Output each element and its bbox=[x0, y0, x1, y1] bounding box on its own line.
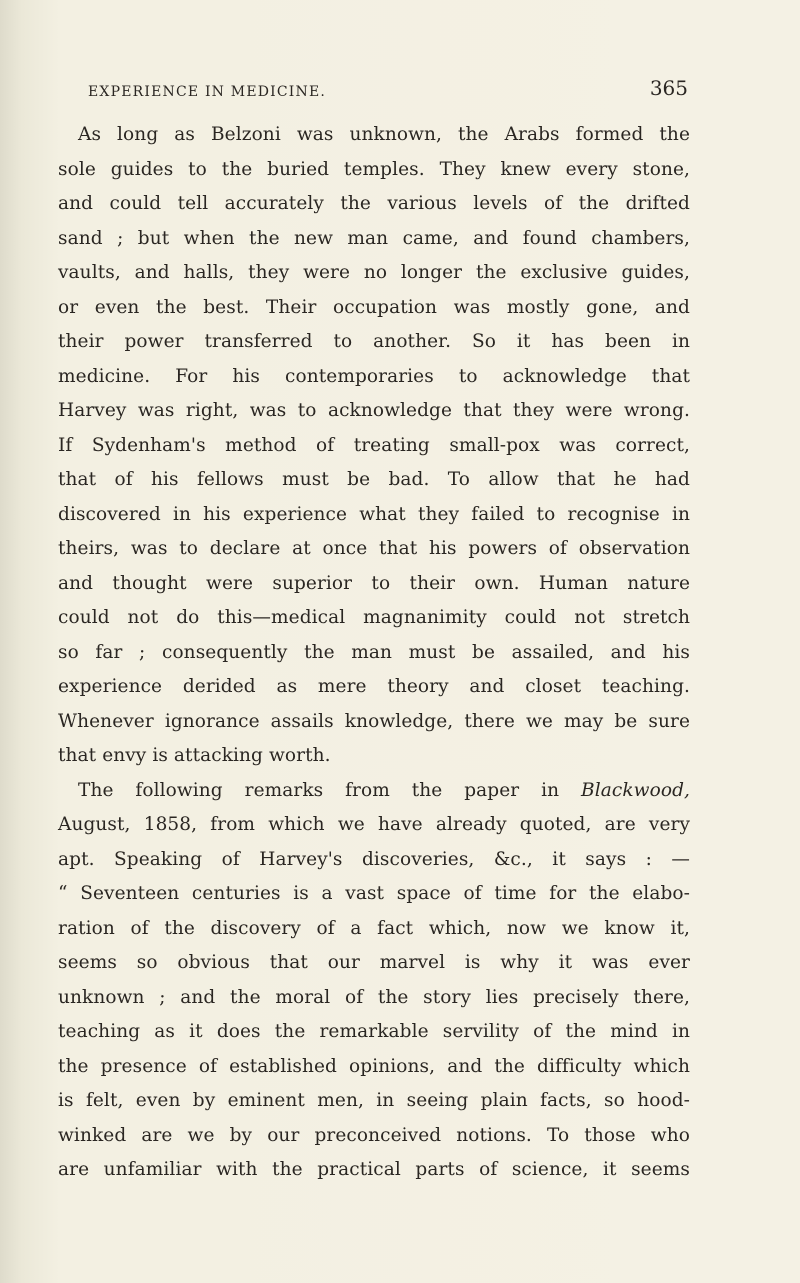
text-line: so far ; consequently the man must be assailed, and his bbox=[58, 641, 690, 663]
text-line: the presence of established opinions, and the difficulty which bbox=[58, 1055, 690, 1077]
body-text bbox=[58, 118, 690, 1188]
text-line: As long as Belzoni was unknown, the Arabs formed the bbox=[78, 124, 690, 145]
text-line: “ Seventeen centuries is a vast space of time for the elabo- bbox=[58, 883, 690, 904]
text-line: If Sydenham's method of treating small-pox was correct, bbox=[58, 434, 690, 456]
text-line: their power transferred to another. So it has been in bbox=[58, 331, 690, 352]
text-line: and could tell accurately the various levels of the drifted bbox=[58, 193, 690, 214]
text-line: are unfamiliar with the practical parts of science, it seems bbox=[58, 1159, 690, 1180]
text-line: that of his fellows must be bad. To allow that he had bbox=[58, 469, 690, 490]
text-line: is felt, even by eminent men, in seeing plain facts, so hood- bbox=[58, 1090, 690, 1111]
text-line: vaults, and halls, they were no longer the exclusive guides, bbox=[58, 262, 690, 283]
text-line: teaching as it does the remarkable servility of the mind in bbox=[58, 1021, 690, 1042]
text-line: unknown ; and the moral of the story lies precisely there, bbox=[58, 986, 690, 1008]
text-line: theirs, was to declare at once that his powers of observation bbox=[58, 538, 690, 559]
text-line: medicine. For his contemporaries to acknowledge that bbox=[58, 365, 690, 387]
text-line: ration of the discovery of a fact which, now we know it, bbox=[58, 917, 690, 939]
text-line: and thought were superior to their own. Human nature bbox=[58, 572, 690, 594]
text-line: or even the best. Their occupation was mostly gone, and bbox=[58, 296, 690, 318]
text-line: winked are we by our preconceived notions. To those who bbox=[58, 1124, 690, 1146]
text-line-with-italic bbox=[58, 774, 690, 809]
text-line: sole guides to the buried temples. They knew every stone, bbox=[58, 158, 690, 180]
text-line: August, 1858, from which we have already quoted, are very bbox=[58, 814, 690, 835]
text-line: Whenever ignorance assails knowledge, there we may be sure bbox=[58, 710, 690, 732]
text-line: that envy is attacking worth. bbox=[58, 745, 331, 766]
italic-title: Blackwood, bbox=[581, 779, 690, 801]
page-header bbox=[88, 74, 688, 110]
running-head: EXPERIENCE IN MEDICINE. bbox=[88, 84, 327, 100]
text-line: apt. Speaking of Harvey's discoveries, &c., it says : — bbox=[58, 848, 690, 870]
text-line: Harvey was right, was to acknowledge that they were wrong. bbox=[58, 400, 690, 421]
page-number: 365 bbox=[649, 76, 688, 100]
text-line: sand ; but when the new man came, and found chambers, bbox=[58, 227, 690, 249]
text-line: discovered in his experience what they failed to recognise in bbox=[58, 503, 690, 525]
text-line: seems so obvious that our marvel is why it was ever bbox=[58, 952, 690, 973]
text-fragment: The following remarks from the paper in bbox=[78, 779, 560, 801]
text-line: could not do this—medical magnanimity could not stretch bbox=[58, 607, 690, 628]
text-line: experience derided as mere theory and closet teaching. bbox=[58, 676, 690, 697]
